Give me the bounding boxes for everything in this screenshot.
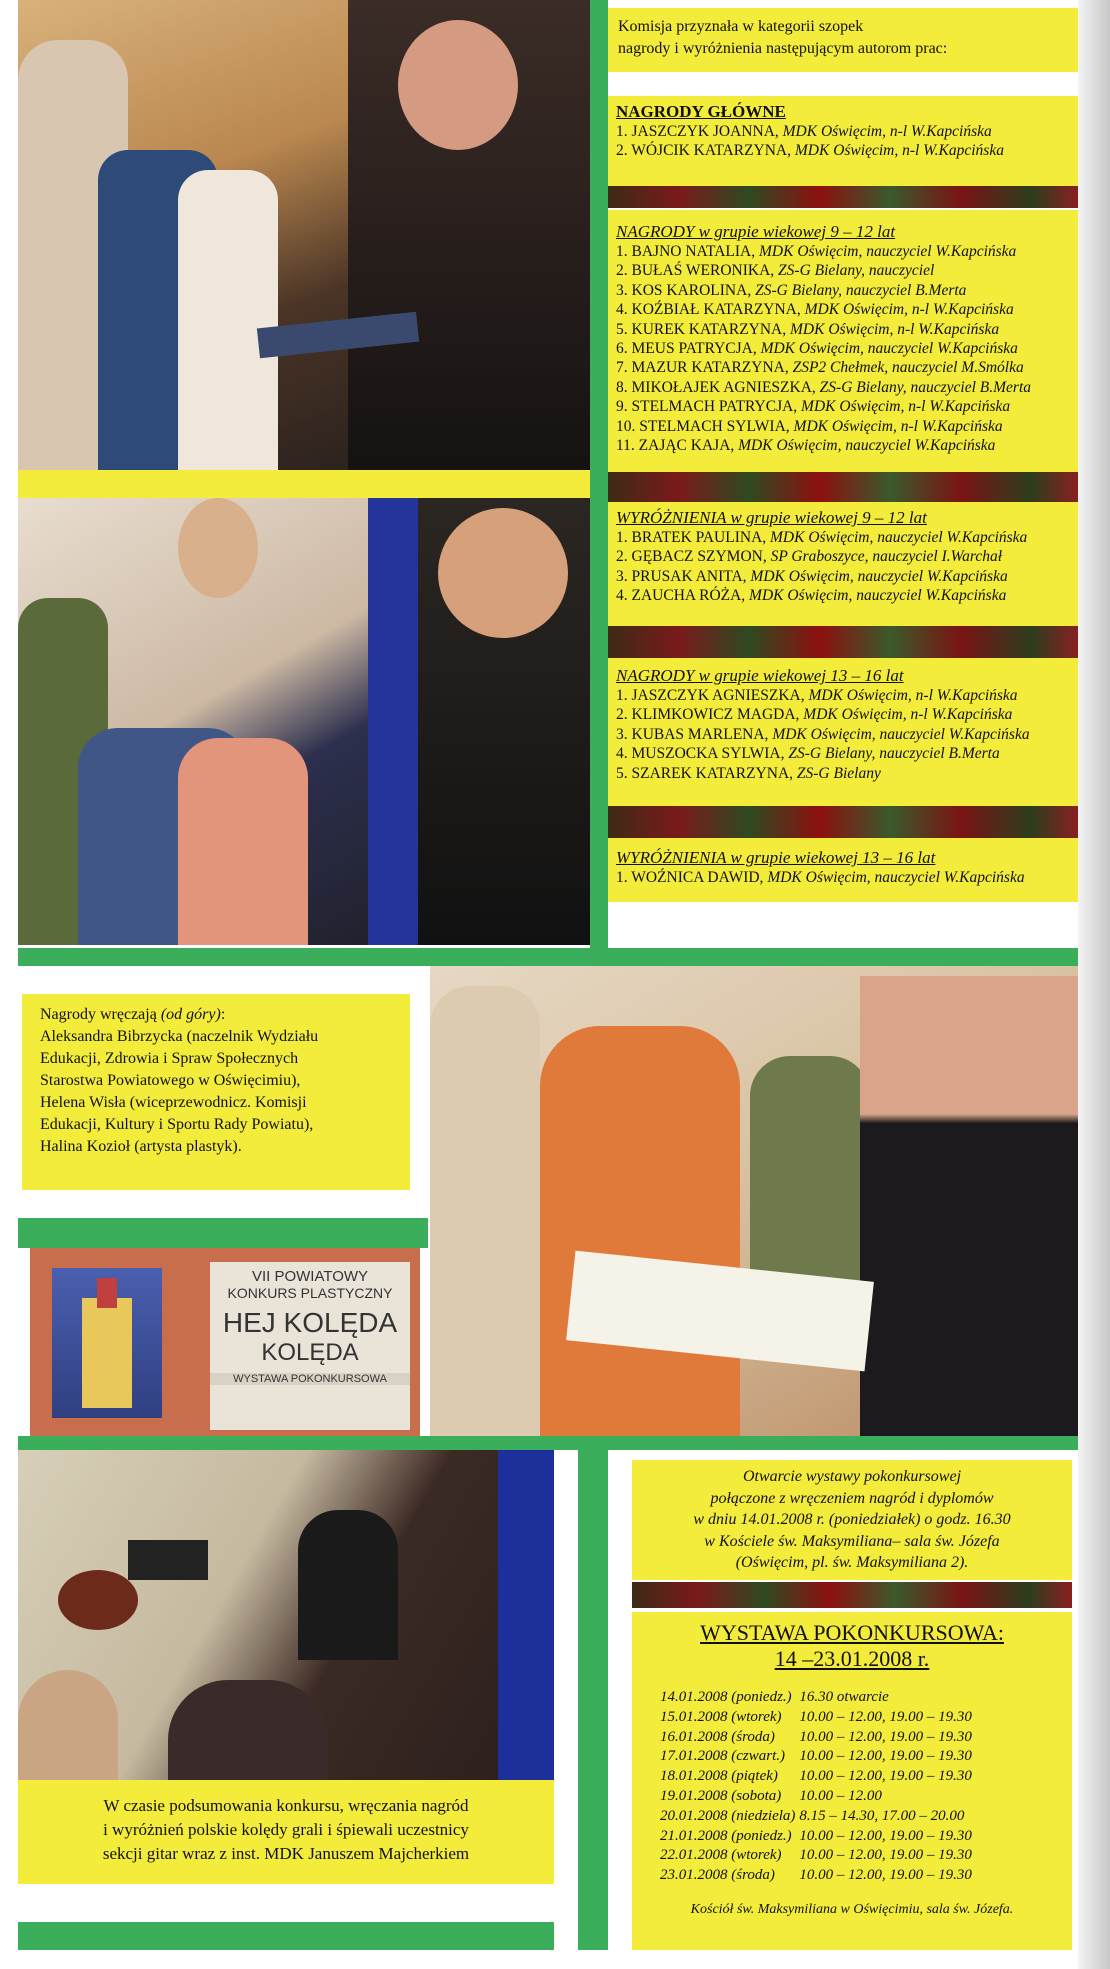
schedule-row	[660, 1728, 976, 1748]
presenters-box	[22, 994, 410, 1190]
poster-line-5: WYSTAWA POKONKURSOWA	[210, 1373, 410, 1385]
list-item-detail: MDK Oświęcim, nauczyciel W.Kapcińska	[750, 567, 1008, 585]
list-item	[616, 378, 1078, 397]
list-item-name: 2. WÓJCIK KATARZYNA,	[616, 142, 791, 160]
presenters-list	[40, 1026, 410, 1158]
awards-9-12-list	[616, 242, 1078, 455]
schedule-row	[660, 1787, 976, 1807]
opening-box	[632, 1460, 1072, 1580]
distinctions-9-12-title: WYRÓŻNIENIA w grupie wiekowej 9 – 12 lat	[616, 508, 927, 527]
poster-tower-image	[52, 1268, 162, 1418]
contest-poster	[30, 1248, 420, 1438]
intro-line-2: nagrody i wyróżnienia następującym autorom prac:	[618, 40, 948, 57]
text-line: i wyróżnień polskie kolędy grali i śpiewali uczestnicy	[103, 1820, 469, 1839]
list-item-name: 5. KUREK KATARZYNA,	[616, 320, 787, 338]
list-item	[616, 358, 1078, 377]
concert-caption-list	[18, 1794, 554, 1866]
schedule-hours: 10.00 – 12.00, 19.00 – 19.30	[799, 1867, 972, 1884]
list-item-detail: MDK Oświęcim, nauczyciel W.Kapcińska	[738, 437, 996, 455]
schedule-hours: 10.00 – 12.00	[799, 1787, 882, 1804]
awards-13-16-title: NAGRODY w grupie wiekowej 13 – 16 lat	[616, 666, 904, 685]
list-item	[616, 320, 1078, 339]
schedule-hours: 10.00 – 12.00, 19.00 – 19.30	[799, 1708, 972, 1725]
schedule-row	[660, 1846, 976, 1866]
poster-line-3: HEJ KOLĘDA	[222, 1307, 398, 1338]
poster-line-2: KONKURS PLASTYCZNY	[227, 1285, 393, 1301]
list-item-detail: ZS-G Bielany	[796, 764, 881, 782]
awards-9-12-box	[608, 210, 1078, 472]
distinctions-13-16-list	[616, 868, 1078, 887]
list-item-name: 3. KUBAS MARLENA,	[616, 725, 769, 743]
garland-decoration	[608, 472, 1078, 502]
schedule-day: 21.01.2008 (poniedz.)	[660, 1827, 792, 1844]
list-item-name: 1. WOŹNICA DAWID,	[616, 869, 764, 886]
green-stripe-horizontal	[18, 1436, 1078, 1450]
list-item	[616, 567, 1078, 586]
list-item-detail: MDK Oświęcim, n-l W.Kapcińska	[790, 320, 1000, 338]
schedule-day: 18.01.2008 (piątek)	[660, 1768, 778, 1785]
intro-box	[608, 8, 1078, 72]
list-item-name: 8. MIKOŁAJEK AGNIESZKA,	[616, 378, 816, 396]
exhibition-schedule	[660, 1688, 976, 1886]
schedule-day: 15.01.2008 (wtorek)	[660, 1708, 782, 1725]
list-item-name: 3. PRUSAK ANITA,	[616, 567, 747, 585]
schedule-hours: 10.00 – 12.00, 19.00 – 19.30	[799, 1827, 972, 1844]
awards-9-12-title: NAGRODY w grupie wiekowej 9 – 12 lat	[616, 222, 896, 241]
list-item-detail: MDK Oświęcim, n-l W.Kapcińska	[804, 301, 1014, 319]
list-item-detail: ZS-G Bielany, nauczyciel B.Merta	[819, 378, 1032, 396]
text-line: Aleksandra Bibrzycka (naczelnik Wydziału	[40, 1028, 319, 1045]
green-stripe-vertical	[590, 0, 608, 948]
garland-decoration	[608, 626, 1078, 658]
list-item-name: 5. SZAREK KATARZYNA,	[616, 764, 794, 782]
exhibition-dates: 14 –23.01.2008 r.	[774, 1646, 930, 1671]
text-line: połączone z wręczeniem nagród i dyplomów	[710, 1489, 994, 1507]
schedule-day: 14.01.2008 (poniedz.)	[660, 1689, 792, 1705]
schedule-hours: 10.00 – 12.00, 19.00 – 19.30	[799, 1768, 972, 1785]
list-item-name: 1. JASZCZYK AGNIESZKA,	[616, 687, 805, 704]
schedule-day: 20.01.2008 (niedziela)	[660, 1807, 796, 1824]
list-item	[616, 417, 1078, 436]
schedule-row	[660, 1747, 976, 1767]
distinctions-9-12-box	[608, 502, 1078, 626]
schedule-day: 16.01.2008 (środa)	[660, 1728, 775, 1745]
garland-decoration	[608, 806, 1078, 838]
list-item	[616, 339, 1078, 358]
awards-13-16-box	[608, 658, 1078, 806]
list-item-name: 6. MEUS PATRYCJA,	[616, 340, 757, 358]
distinctions-13-16-title: WYRÓŻNIENIA w grupie wiekowej 13 – 16 lat	[616, 848, 936, 867]
list-item-name: 4. MUSZOCKA SYLWIA,	[616, 745, 785, 763]
list-item-detail: MDK Oświęcim, n-l W.Kapcińska	[803, 706, 1013, 724]
list-item-detail: MDK Oświęcim, n-l W.Kapcińska	[808, 687, 1018, 704]
list-item-name: 1. JASZCZYK JOANNA,	[616, 123, 779, 140]
schedule-row	[660, 1708, 976, 1728]
list-item-detail: MDK Oświęcim, nauczyciel W.Kapcińska	[749, 587, 1007, 605]
list-item	[616, 868, 1078, 887]
exhibition-box	[632, 1612, 1072, 1950]
schedule-row	[660, 1827, 976, 1847]
text-line: Halina Kozioł (artysta plastyk).	[40, 1138, 242, 1155]
yellow-strip	[18, 470, 590, 498]
photo-guitar-concert	[18, 1450, 554, 1780]
awards-13-16-list	[616, 686, 1078, 783]
list-item	[616, 547, 1078, 566]
list-item-name: 7. MAZUR KATARZYNA,	[616, 359, 789, 377]
list-item	[616, 141, 1078, 160]
list-item-name: 2. KLIMKOWICZ MAGDA,	[616, 706, 800, 724]
list-item	[616, 300, 1078, 319]
schedule-day: 22.01.2008 (wtorek)	[660, 1847, 782, 1864]
list-item-detail: MDK Oświęcim, nauczyciel W.Kapcińska	[770, 529, 1028, 546]
main-awards-list	[616, 122, 1078, 161]
text-line: Helena Wisła (wiceprzewodnicz. Komisji	[40, 1094, 307, 1111]
list-item-detail: MDK Oświęcim, n-l W.Kapcińska	[793, 417, 1003, 435]
photo-award-ceremony-2	[18, 498, 590, 945]
schedule-row	[660, 1866, 976, 1886]
text-line: Edukacji, Kultury i Sportu Rady Powiatu),	[40, 1116, 314, 1133]
list-item-detail: SP Graboszyce, nauczyciel I.Warchał	[770, 548, 1003, 566]
list-item-detail: ZS-G Bielany, nauczyciel	[778, 262, 935, 280]
photo-award-ceremony-3	[430, 966, 1078, 1436]
garland-decoration	[608, 186, 1078, 208]
schedule-hours: 8.15 – 14.30, 17.00 – 20.00	[799, 1807, 965, 1824]
list-item-name: 1. BRATEK PAULINA,	[616, 529, 767, 546]
list-item-name: 10. STELMACH SYLWIA,	[616, 417, 790, 435]
list-item-detail: MDK Oświęcim, n-l W.Kapcińska	[782, 123, 992, 140]
list-item-detail: ZS-G Bielany, nauczyciel B.Merta	[755, 281, 967, 299]
list-item	[616, 725, 1078, 744]
schedule-day: 19.01.2008 (sobota)	[660, 1787, 782, 1804]
garland-decoration	[632, 1582, 1072, 1608]
list-item-name: 9. STELMACH PATRYCJA,	[616, 398, 798, 416]
schedule-hours: 16.30 otwarcie	[799, 1689, 889, 1705]
green-stripe-horizontal	[18, 948, 1078, 966]
list-item	[616, 686, 1078, 705]
text-line: Edukacji, Zdrowia i Spraw Społecznych	[40, 1050, 299, 1067]
schedule-hours: 10.00 – 12.00, 19.00 – 19.30	[799, 1847, 972, 1864]
poster-line-4: KOLĘDA	[261, 1339, 359, 1366]
presenters-intro: Nagrody wręczają (od góry):	[40, 1006, 226, 1023]
list-item-name: 2. BUŁAŚ WERONIKA,	[616, 262, 775, 280]
list-item-detail: MDK Oświęcim, n-l W.Kapcińska	[794, 142, 1004, 160]
list-item-name: 4. KOŹBIAŁ KATARZYNA,	[616, 301, 801, 319]
text-line: w dniu 14.01.2008 r. (poniedziałek) o godz. 16.30	[693, 1511, 1011, 1528]
intro-line-1: Komisja przyznała w kategorii szopek	[618, 18, 864, 35]
list-item	[616, 122, 1078, 141]
text-line: w Kościele św. Maksymiliana– sala św. Józefa	[704, 1532, 1000, 1550]
list-item-name: 3. KOS KAROLINA,	[616, 281, 752, 299]
green-stripe-vertical	[578, 1450, 608, 1950]
exhibition-title: WYSTAWA POKONKURSOWA:	[700, 1620, 1004, 1645]
schedule-day: 17.01.2008 (czwart.)	[660, 1748, 785, 1765]
list-item	[616, 397, 1078, 416]
text-line: Starostwa Powiatowego w Oświęcimiu),	[40, 1072, 301, 1089]
schedule-row	[660, 1688, 976, 1708]
list-item	[616, 436, 1078, 455]
list-item-detail: MDK Oświęcim, nauczyciel W.Kapcińska	[767, 869, 1025, 886]
text-line: (Oświęcim, pl. św. Maksymiliana 2).	[735, 1554, 969, 1571]
list-item	[616, 528, 1078, 547]
list-item	[616, 281, 1078, 300]
distinctions-13-16-box	[608, 838, 1078, 902]
list-item-name: 2. GĘBACZ SZYMON,	[616, 548, 767, 566]
schedule-hours: 10.00 – 12.00, 19.00 – 19.30	[799, 1728, 972, 1745]
opening-list	[632, 1466, 1072, 1574]
page-edge	[1078, 0, 1110, 1969]
text-line: sekcji gitar wraz z inst. MDK Januszem Majcherkiem	[102, 1844, 470, 1863]
list-item-detail: MDK Oświęcim, n-l W.Kapcińska	[801, 398, 1011, 416]
list-item-name: 11. ZAJĄC KAJA,	[616, 437, 735, 455]
green-stripe-horizontal	[18, 1922, 554, 1950]
schedule-day: 23.01.2008 (środa)	[660, 1867, 775, 1884]
distinctions-9-12-list	[616, 528, 1078, 606]
main-awards-box	[608, 96, 1078, 186]
list-item	[616, 705, 1078, 724]
main-awards-title: NAGRODY GŁÓWNE	[616, 102, 786, 121]
list-item-detail: MDK Oświęcim, nauczyciel W.Kapcińska	[759, 243, 1017, 260]
schedule-row	[660, 1767, 976, 1787]
list-item	[616, 764, 1078, 783]
schedule-hours: 10.00 – 12.00, 19.00 – 19.30	[799, 1748, 972, 1765]
list-item-detail: MDK Oświęcim, nauczyciel W.Kapcińska	[772, 725, 1030, 743]
exhibition-footer: Kościół św. Maksymiliana w Oświęcimiu, sala św. Józefa.	[690, 1901, 1014, 1917]
list-item	[616, 261, 1078, 280]
list-item-detail: ZS-G Bielany, nauczyciel B.Merta	[788, 745, 1000, 763]
list-item	[616, 242, 1078, 261]
schedule-row	[660, 1807, 976, 1827]
list-item-name: 4. ZAUCHA RÓŻA,	[616, 587, 746, 605]
list-item-name: 1. BAJNO NATALIA,	[616, 243, 756, 260]
list-item	[616, 744, 1078, 763]
list-item-detail: ZSP2 Chełmek, nauczyciel M.Smólka	[792, 359, 1024, 377]
concert-caption-box	[18, 1780, 554, 1884]
text-line: W czasie podsumowania konkursu, wręczania nagród	[103, 1796, 469, 1815]
green-stripe-horizontal	[18, 1218, 428, 1248]
photo-award-ceremony-1	[18, 0, 590, 470]
text-line: Otwarcie wystawy pokonkursowej	[742, 1468, 962, 1485]
list-item	[616, 586, 1078, 605]
list-item-detail: MDK Oświęcim, nauczyciel W.Kapcińska	[760, 340, 1018, 358]
poster-line-1: VII POWIATOWY	[251, 1268, 369, 1285]
